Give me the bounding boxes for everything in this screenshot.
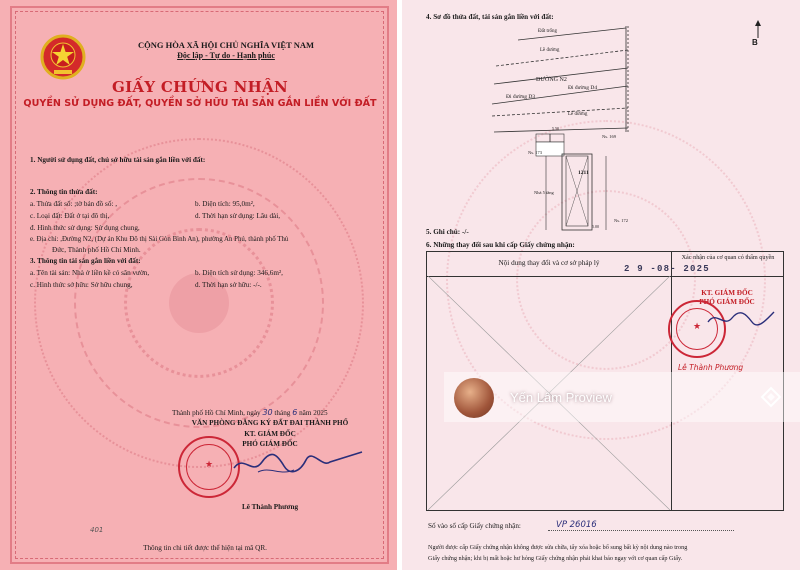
footer-warning-line-2: Giấy chứng nhận; khi bị mất hoặc hư hỏng Giấy chứng nhận phải khai báo ngay với cơ quan cấp Giấy.: [428, 555, 683, 562]
confirmation-signature-icon: [706, 306, 776, 332]
map-dimension-5: 5.00: [592, 224, 599, 229]
use-form: đ. Hình thức sử dụng: Sử dụng chung,: [30, 224, 140, 232]
parcel-number: a. Thửa đất số: ;tờ bản đồ số: ,: [30, 200, 118, 208]
date-mid: tháng: [274, 409, 291, 417]
section-1-heading: 1. Người sử dụng đất, chủ sở hữu tài sản gắn liền với đất:: [30, 156, 206, 164]
asset-area: b. Diện tích sử dụng: 346,6m²,: [195, 269, 283, 277]
national-motto: Độc lập - Tự do - Hạnh phúc: [177, 51, 275, 60]
document-subtitle: QUYỀN SỬ DỤNG ĐẤT, QUYỀN SỞ HỮU TÀI SẢN GẮN LIỀN VỚI ĐẤT: [23, 98, 377, 109]
map-dimension-550: 5.50: [552, 126, 559, 131]
document-title: GIẤY CHỨNG NHẬN: [111, 78, 289, 96]
map-label-lot-169: Ns. 169: [602, 134, 617, 139]
table-header-changes: Nội dung thay đổi và cơ sở pháp lý: [498, 259, 600, 267]
map-label-di-duong-d3: Đi đường D3: [506, 94, 536, 100]
confirm-title-2: PHÓ GIÁM ĐỐC: [699, 298, 755, 306]
registry-dotted-line: [548, 530, 734, 531]
date-month: 6: [292, 408, 298, 417]
north-arrow-icon: [754, 20, 762, 38]
qr-note: Thông tin chi tiết được thể hiện tại mã QR.: [143, 544, 267, 552]
national-header: CỘNG HÒA XÃ HỘI CHỦ NGHĨA VIỆT NAM: [137, 40, 315, 50]
signature-icon: [230, 446, 370, 482]
ownership-term: d. Thời hạn sở hữu: -/-.: [195, 281, 262, 289]
land-use-term: d. Thời hạn sử dụng: Lâu dài,: [195, 212, 281, 220]
watermark-band: [444, 372, 800, 422]
date-suffix: năm 2025: [299, 409, 328, 417]
map-label-lot-1211: 1211: [578, 170, 589, 176]
registry-number: VP 26016: [556, 520, 597, 530]
corner-number: 401: [90, 526, 104, 534]
date-prefix: Thành phố Hồ Chí Minh, ngày: [172, 409, 261, 417]
date-day: 30: [262, 408, 273, 417]
national-emblem-icon: [40, 34, 86, 80]
map-label-lot-173: Ns. 173: [528, 150, 543, 155]
confirm-name: Lê Thành Phương: [678, 363, 744, 372]
brand-logo-icon: [454, 378, 494, 418]
parcel-area: b. Diện tích: 95,0m²,: [195, 200, 255, 208]
address-line-2: Đức, Thành phố Hồ Chí Minh.: [52, 246, 141, 254]
north-label: B: [752, 38, 758, 47]
signer-title-1: KT. GIÁM ĐỐC: [244, 430, 296, 438]
footer-warning-line-1: Người được cấp Giấy chứng nhận không được sửa chữa, tẩy xóa hoặc bổ sung bất kỳ nội dung nào trong: [428, 544, 688, 551]
address-line-1: e. Địa chỉ: ,Đường N2, (Dự án Khu Đô thị Sài Gòn Bình An), phường An Phú, thành phố Thủ: [30, 236, 289, 243]
map-label-nha-5-tang: Nhà 5 tầng: [534, 190, 554, 195]
brand-diamond-icon: [760, 386, 782, 408]
watermark-brand-text: Yến Lâm Proview: [510, 390, 612, 405]
map-label-di-duong-d4: Đi đường D4: [568, 85, 598, 91]
map-label-duong-n2: ĐƯỜNG N2: [536, 77, 567, 83]
section-4-heading: 4. Sơ đồ thửa đất, tài sản gắn liền với đất:: [426, 13, 554, 21]
land-type: c. Loại đất: Đất ở tại đô thị,: [30, 212, 110, 220]
asset-name: a. Tên tài sản: Nhà ở liền kề có sân vườn,: [30, 269, 150, 277]
registry-label: Số vào sổ cấp Giấy chứng nhận:: [428, 522, 521, 530]
table-header-confirmation: Xác nhận của cơ quan có thẩm quyền: [681, 254, 775, 261]
section-2-heading: 2. Thông tin thửa đất:: [30, 188, 98, 196]
map-label-le-duong-bottom: Lề đường: [568, 112, 588, 117]
section-5-notes: 5. Ghi chú: -/-: [426, 228, 469, 236]
issuing-office: VĂN PHÒNG ĐĂNG KÝ ĐẤT ĐAI THÀNH PHỐ: [191, 419, 349, 427]
official-seal-stamp: ★: [178, 436, 240, 498]
change-date-stamp: 2 9 -08- 2025: [624, 264, 710, 274]
confirm-title-1: KT. GIÁM ĐỐC: [701, 289, 753, 297]
signer-title-2: PHÓ GIÁM ĐỐC: [242, 440, 298, 448]
section-3-heading: 3. Thông tin tài sản gắn liền với đất:: [30, 257, 141, 265]
issue-date-line: [172, 408, 328, 417]
section-6-heading: 6. Những thay đổi sau khi cấp Giấy chứng nhận:: [426, 241, 575, 249]
confirmation-seal-stamp: ★: [668, 300, 726, 358]
map-label-le-duong-top: Lề đường: [540, 48, 560, 53]
ownership-form: c. Hình thức sở hữu: Sở hữu chung,: [30, 281, 133, 289]
plot-map: [476, 22, 644, 232]
map-label-lot-172: Ns. 172: [614, 218, 629, 223]
signer-name: Lê Thành Phương: [241, 503, 299, 511]
map-label-dat-trong: Đất trống: [538, 29, 558, 34]
